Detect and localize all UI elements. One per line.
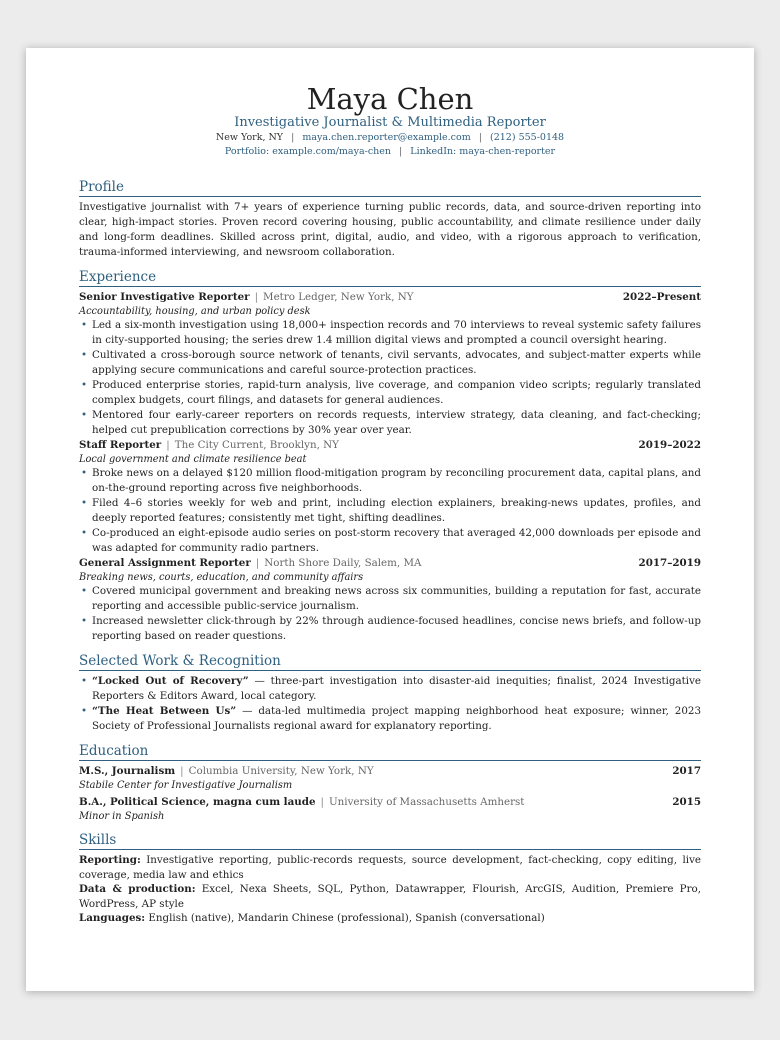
education-note: Minor in Spanish <box>79 811 165 822</box>
job-desk: Accountability, housing, and urban policy desk <box>79 306 311 317</box>
selected-work-list <box>79 674 701 734</box>
experience-entry <box>79 556 701 644</box>
email-link[interactable]: maya.chen.reporter@example.com <box>302 132 471 143</box>
phone-link[interactable]: (212) 555-0148 <box>490 132 565 143</box>
job-header <box>79 556 701 571</box>
separator: | <box>166 439 170 451</box>
skill-label: Reporting: <box>79 854 141 866</box>
job-bullets <box>79 466 701 556</box>
separator: | <box>255 557 260 569</box>
selected-work-item <box>79 674 701 704</box>
candidate-name: Maya Chen <box>306 82 474 116</box>
job-dates: 2019–2022 <box>638 439 701 451</box>
education-header <box>79 795 701 810</box>
education-entry <box>79 795 701 823</box>
school: University of Massachusetts Amherst <box>329 796 525 808</box>
job-title: General Assignment Reporter <box>79 557 251 569</box>
job-header <box>79 290 701 305</box>
degree: M.S., Journalism <box>79 765 176 777</box>
job-desk: Local government and climate resilience beat <box>79 454 307 465</box>
skill-line <box>79 882 701 911</box>
candidate-subtitle: Investigative Journalist & Multimedia Reporter <box>234 115 546 130</box>
job-title: Staff Reporter <box>79 439 162 451</box>
job-bullet: • Mentored four early-career reporters on records requests, interview strategy, data cleaning, and fact-checking; helped cut prepublication corrections by 30% year over year. <box>79 408 701 438</box>
contact-line-1 <box>79 131 701 145</box>
experience-entry <box>79 290 701 438</box>
job-bullet: • Covered municipal government and breaking news across six communities, building a reputation for fast, accurate reporting and accessible public-service journalism. <box>79 584 701 614</box>
skill-label: Data & production: <box>79 883 196 895</box>
location: New York, NY <box>215 132 284 143</box>
job-bullets <box>79 584 701 644</box>
job-header <box>79 438 701 453</box>
job-desk: Breaking news, courts, education, and community affairs <box>79 572 364 583</box>
section-title-skills: Skills <box>79 832 701 850</box>
job-org: Metro Ledger, New York, NY <box>263 291 414 303</box>
separator: | <box>399 146 403 157</box>
school: Columbia University, New York, NY <box>188 765 374 777</box>
job-bullet: • Increased newsletter click-through by 22% through audience-focused headlines, concise news briefs, and follow-up reporting based on reader questions. <box>79 614 701 644</box>
work-title: “Locked Out of Recovery” <box>92 675 249 687</box>
graduation-year: 2017 <box>672 765 701 777</box>
job-title: Senior Investigative Reporter <box>79 291 250 303</box>
education-entry <box>79 764 701 792</box>
linkedin-link[interactable]: LinkedIn: maya-chen-reporter <box>410 146 556 157</box>
skill-line <box>79 853 701 882</box>
experience-entry <box>79 438 701 556</box>
job-bullet: • Led a six-month investigation using 18,000+ inspection records and 70 interviews to reveal systemic safety failures in city-supported housing; the series drew 1.4 million digital views and prompted a council oversight hearing. <box>79 318 701 348</box>
separator: | <box>180 765 184 777</box>
contact-line-2 <box>79 145 701 159</box>
separator: | <box>320 796 324 808</box>
resume-page <box>26 48 754 991</box>
skill-text: Excel, Nexa Sheets, SQL, Python, Datawrapper, Flourish, ArcGIS, Audition, Premiere Pro, WordPress, AP style <box>79 883 701 910</box>
profile-summary: Investigative journalist with 7+ years of experience turning public records, data, and source-driven reporting into clear, high-impact stories. Proven record covering housing, public accountability, and climate resilience under daily and long-form deadlines. Skilled across print, digital, audio, and video, with a rigorous approach to verification, trauma-informed interviewing, and newsroom collaboration. <box>79 201 701 258</box>
job-bullet: • Filed 4–6 stories weekly for web and print, including election explainers, breaking-news updates, profiles, and deeply reported features; consistently met tight, shifting deadlines. <box>79 496 701 526</box>
job-bullet: • Broke news on a delayed $120 million flood-mitigation program by reconciling procurement data, capital plans, and on-the-ground reporting across five neighborhoods. <box>79 466 701 496</box>
skill-text: Investigative reporting, public-records requests, source development, fact-checking, copy editing, live coverage, media law and ethics <box>79 854 701 881</box>
graduation-year: 2015 <box>672 796 701 808</box>
degree: B.A., Political Science, magna cum laude <box>79 796 316 808</box>
skill-line <box>79 911 701 926</box>
selected-work-item <box>79 704 701 734</box>
work-title: “The Heat Between Us” <box>92 705 237 717</box>
skill-label: Languages: <box>79 912 146 924</box>
job-bullets <box>79 318 701 438</box>
education-header <box>79 764 701 779</box>
job-bullet: • Co-produced an eight-episode audio series on post-storm recovery that averaged 42,000 downloads per episode and was adapted for community radio partners. <box>79 526 701 556</box>
portfolio-link[interactable]: Portfolio: example.com/maya-chen <box>224 146 391 157</box>
separator: | <box>254 291 259 303</box>
skill-text: English (native), Mandarin Chinese (professional), Spanish (conversational) <box>148 912 545 924</box>
job-bullet: • Produced enterprise stories, rapid-turn analysis, live coverage, and companion video scripts; regularly translated complex budgets, court filings, and datasets for general audiences. <box>79 378 701 408</box>
section-title-education: Education <box>79 743 701 761</box>
job-org: North Shore Daily, Salem, MA <box>264 557 422 569</box>
work-description: — three-part investigation into disaster-aid inequities; finalist, 2024 Investigative Reporters & Editors Award, local category. <box>92 675 701 702</box>
job-dates: 2022–Present <box>622 291 701 303</box>
job-org: The City Current, Brooklyn, NY <box>174 439 339 451</box>
separator: | <box>291 132 295 143</box>
section-title-selected-work: Selected Work & Recognition <box>79 653 701 671</box>
work-description: — data-led multimedia project mapping neighborhood heat exposure; winner, 2023 Society of Professional Journalists regional award for explanatory reporting. <box>92 705 702 732</box>
separator: | <box>478 132 482 143</box>
section-title-profile: Profile <box>79 179 701 197</box>
section-title-experience: Experience <box>79 269 701 287</box>
job-dates: 2017–2019 <box>638 557 701 569</box>
resume-content <box>79 84 701 926</box>
job-bullet: • Cultivated a cross-borough source network of tenants, civil servants, advocates, and subject-matter experts while applying secure communications and careful source-protection practices. <box>79 348 701 378</box>
education-note: Stabile Center for Investigative Journalism <box>79 780 293 791</box>
